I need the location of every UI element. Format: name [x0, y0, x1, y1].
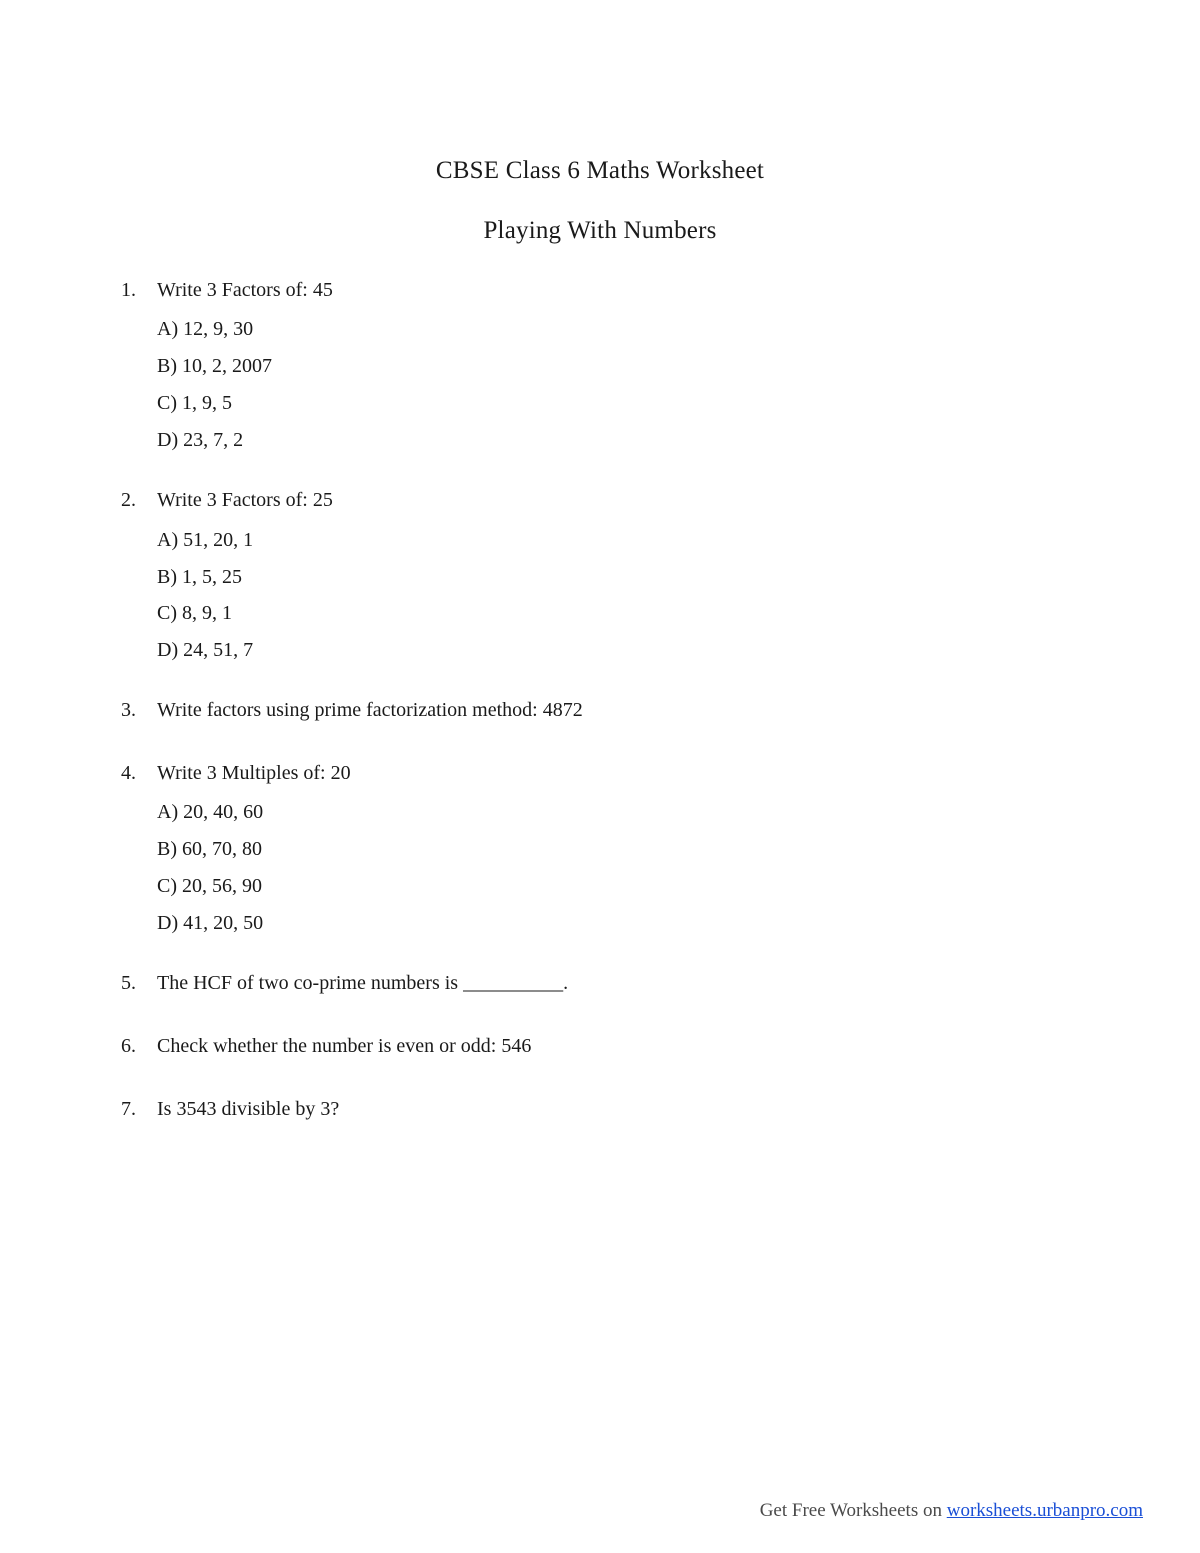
question-text: Check whether the number is even or odd: 546: [157, 1035, 532, 1057]
question-text: Is 3543 divisible by 3?: [157, 1098, 340, 1120]
answer-option: A) 12, 9, 30: [157, 318, 254, 340]
answer-option: D) 41, 20, 50: [157, 912, 264, 934]
worksheets-link[interactable]: worksheets.urbanpro.com: [946, 1500, 1143, 1521]
answer-option: B) 1, 5, 25: [157, 566, 242, 588]
answer-option: C) 20, 56, 90: [157, 875, 262, 897]
question-number: 7.: [121, 1098, 136, 1120]
answer-option: D) 24, 51, 7: [157, 639, 254, 661]
answer-option: B) 10, 2, 2007: [157, 355, 272, 377]
question-number: 3.: [121, 699, 136, 721]
question-text: Write 3 Factors of: 45: [157, 279, 333, 301]
answer-option: C) 1, 9, 5: [157, 392, 232, 414]
question-number: 1.: [121, 279, 136, 301]
question-text: Write factors using prime factorization method: 4872: [157, 699, 583, 721]
answer-option: C) 8, 9, 1: [157, 602, 232, 624]
footer: [760, 1500, 1143, 1522]
answer-option: B) 60, 70, 80: [157, 838, 262, 860]
question-number: 6.: [121, 1035, 136, 1057]
answer-option: D) 23, 7, 2: [157, 429, 244, 451]
answer-option: A) 20, 40, 60: [157, 801, 264, 823]
footer-prefix-text: Get Free Worksheets on: [759, 1500, 947, 1521]
question-number: 5.: [121, 972, 136, 994]
answer-option: A) 51, 20, 1: [157, 529, 254, 551]
question-number: 4.: [121, 762, 136, 784]
worksheet-title: CBSE Class 6 Maths Worksheet: [435, 157, 765, 184]
question-text: The HCF of two co-prime numbers is __________.: [157, 972, 569, 994]
question-number: 2.: [121, 489, 136, 511]
question-text: Write 3 Factors of: 25: [157, 489, 333, 511]
worksheet-subtitle: Playing With Numbers: [483, 217, 717, 244]
question-text: Write 3 Multiples of: 20: [157, 762, 351, 784]
